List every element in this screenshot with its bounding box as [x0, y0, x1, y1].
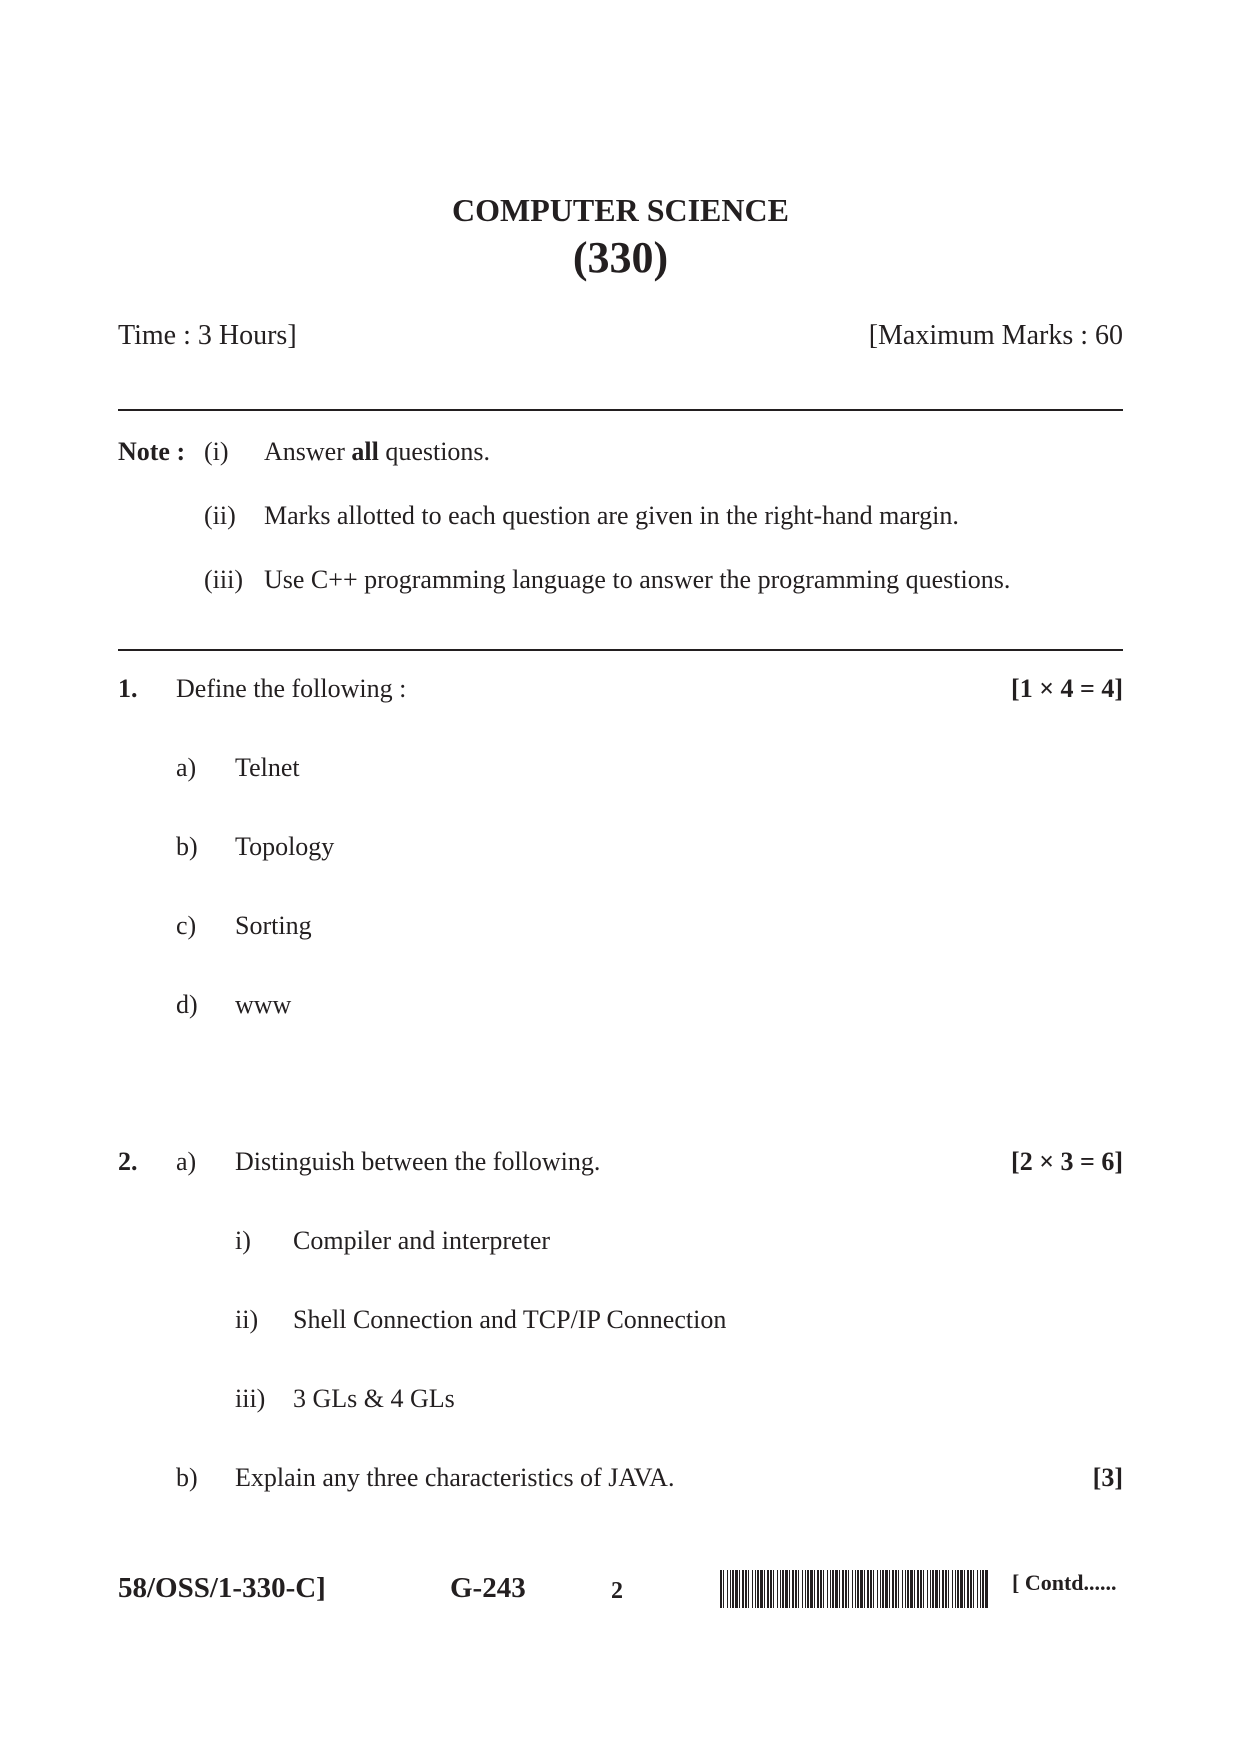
note-text: Marks allotted to each question are given in the right-hand margin. [264, 501, 959, 530]
maximum-marks: [Maximum Marks : 60 [868, 320, 1123, 351]
part-label: a) [176, 753, 197, 782]
part-label: b) [176, 1463, 198, 1492]
subject-code: (330) [572, 233, 669, 282]
part-text: www [235, 990, 292, 1019]
subpart-label: ii) [235, 1305, 259, 1334]
notes-divider [118, 649, 1123, 651]
part-label: d) [176, 990, 198, 1019]
subpart-label: i) [235, 1226, 251, 1255]
page-number: 2 [611, 1578, 623, 1604]
paper-code: 58/OSS/1-330-C] [118, 1572, 326, 1604]
note-label: Note : [118, 437, 186, 466]
top-divider [118, 409, 1123, 411]
question-number: 2. [118, 1147, 138, 1176]
part-text: Sorting [235, 911, 312, 940]
time-allowed: Time : 3 Hours] [118, 320, 297, 351]
exam-subject-title: COMPUTER SCIENCE [452, 192, 789, 228]
part-label: c) [176, 911, 197, 940]
note-text: Answer all questions. [264, 437, 491, 466]
subpart-text: Compiler and interpreter [293, 1226, 551, 1255]
question-marks: [2 × 3 = 6] [1011, 1147, 1123, 1176]
note-number: (i) [204, 437, 229, 466]
subpart-text: 3 GLs & 4 GLs [293, 1384, 455, 1413]
subpart-label: iii) [235, 1384, 266, 1413]
question-marks: [1 × 4 = 4] [1011, 674, 1123, 703]
note-text: Use C++ programming language to answer the programming questions. [264, 565, 1011, 594]
note-number: (iii) [204, 565, 243, 594]
question-number: 1. [118, 674, 138, 703]
series-code: G-243 [450, 1572, 526, 1604]
part-text: Distinguish between the following. [235, 1147, 601, 1176]
part-label: a) [176, 1147, 197, 1176]
question-marks: [3] [1092, 1463, 1123, 1492]
part-text: Telnet [235, 753, 300, 782]
part-text: Topology [235, 832, 335, 861]
question-text: Define the following : [176, 674, 407, 703]
part-text: Explain any three characteristics of JAVA. [235, 1463, 675, 1492]
subpart-text: Shell Connection and TCP/IP Connection [293, 1305, 727, 1334]
note-number: (ii) [204, 501, 236, 530]
continued-marker: [ Contd...... [1012, 1570, 1117, 1595]
barcode-icon [720, 1570, 990, 1608]
part-label: b) [176, 832, 198, 861]
